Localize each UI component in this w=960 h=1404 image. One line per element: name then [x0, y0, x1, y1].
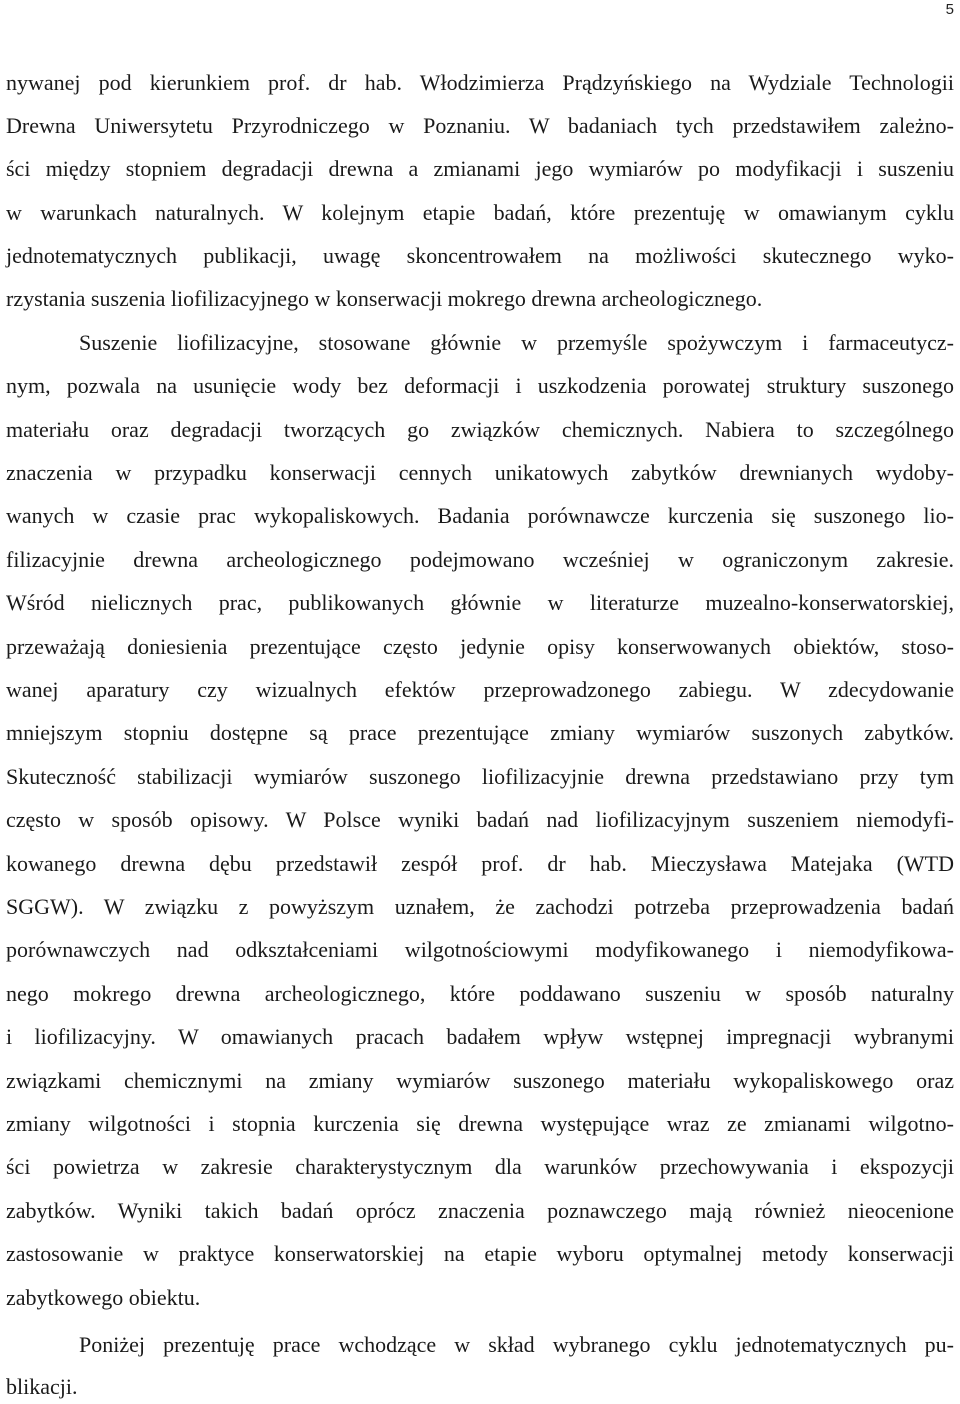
paragraph-2-line-2: nym, pozwala na usunięcie wody bez deformacji i uszkodzenia porowatej struktury suszonego [6, 373, 954, 398]
paragraph-2-line-16: nego mokrego drewna archeologicznego, które poddawano suszeniu w sposób naturalny [6, 981, 954, 1006]
paragraph-2-line-23: zabytkowego obiektu. [6, 1285, 201, 1310]
paragraph-3-line-2: blikacji. [6, 1374, 78, 1399]
paragraph-2-line-3: materiału oraz degradacji tworzących go związków chemicznych. Nabiera to szczególnego [6, 417, 954, 442]
paragraph-2-line-13: kowanego drewna dębu przedstawił zespół prof. dr hab. Mieczysława Matejaka (WTD [6, 851, 954, 876]
paragraph-2-line-15: porównawczych nad odkształceniami wilgotnościowymi modyfikowanego i niemodyfikowa- [6, 937, 954, 962]
paragraph-2-line-17: i liofilizacyjny. W omawianych pracach badałem wpływ wstępnej impregnacji wybranymi [6, 1024, 954, 1049]
paragraph-2-line-8: przeważają doniesienia prezentujące często jedynie opisy konserwowanych obiektów, stoso- [6, 634, 954, 659]
paragraph-1-line-2: Drewna Uniwersytetu Przyrodniczego w Poznaniu. W badaniach tych przedstawiłem zależno- [6, 113, 954, 138]
paragraph-2-line-21: zabytków. Wyniki takich badań oprócz znaczenia poznawczego mają również nieocenione [6, 1198, 954, 1223]
paragraph-1-line-6: rzystania suszenia liofilizacyjnego w konserwacji mokrego drewna archeologicznego. [6, 286, 763, 311]
paragraph-2-line-1: Suszenie liofilizacyjne, stosowane głównie w przemyśle spożywczym i farmaceutycz- [79, 330, 954, 355]
paragraph-1-line-3: ści między stopniem degradacji drewna a zmianami jego wymiarów po modyfikacji i suszeniu [6, 156, 954, 181]
paragraph-2-line-14: SGGW). W związku z powyższym uznałem, że zachodzi potrzeba przeprowadzenia badań [6, 894, 954, 919]
paragraph-2-line-6: filizacyjnie drewna archeologicznego podejmowano wcześniej w ograniczonym zakresie. [6, 547, 954, 572]
paragraph-2-line-12: często w sposób opisowy. W Polsce wyniki badań nad liofilizacyjnym suszeniem niemodyfi- [6, 807, 954, 832]
paragraph-2-line-4: znaczenia w przypadku konserwacji cennych unikatowych zabytków drewnianych wydoby- [6, 460, 954, 485]
paragraph-2-line-9: wanej aparatury czy wizualnych efektów przeprowadzonego zabiegu. W zdecydowanie [6, 677, 954, 702]
paragraph-3-line-1: Poniżej prezentuję prace wchodzące w skład wybranego cyklu jednotematycznych pu- [79, 1332, 954, 1357]
paragraph-2-line-22: zastosowanie w praktyce konserwatorskiej na etapie wyboru optymalnej metody konserwacji [6, 1241, 954, 1266]
paragraph-2-line-5: wanych w czasie prac wykopaliskowych. Badania porównawcze kurczenia się suszonego lio- [6, 503, 954, 528]
paragraph-1-line-5: jednotematycznych publikacji, uwagę skoncentrowałem na możliwości skutecznego wyko- [6, 243, 954, 268]
paragraph-1-line-1: nywanej pod kierunkiem prof. dr hab. Włodzimierza Prądzyńskiego na Wydziale Technologii [6, 70, 954, 95]
paragraph-2-line-10: mniejszym stopniu dostępne są prace prezentujące zmiany wymiarów suszonych zabytków. [6, 720, 954, 745]
paragraph-2-line-7: Wśród nielicznych prac, publikowanych głównie w literaturze muzealno-konserwatorskiej, [6, 590, 954, 615]
paragraph-1-line-4: w warunkach naturalnych. W kolejnym etapie badań, które prezentuję w omawianym cyklu [6, 200, 954, 225]
paragraph-2-line-18: związkami chemicznymi na zmiany wymiarów suszonego materiału wykopaliskowego oraz [6, 1068, 954, 1093]
page-number: 5 [945, 1, 954, 18]
paragraph-2-line-20: ści powietrza w zakresie charakterystycznym dla warunków przechowywania i ekspozycji [6, 1154, 954, 1179]
paragraph-2-line-19: zmiany wilgotności i stopnia kurczenia się drewna występujące wraz ze zmianami wilgotno- [6, 1111, 954, 1136]
paragraph-2-line-11: Skuteczność stabilizacji wymiarów suszonego liofilizacyjnie drewna przedstawiano przy tym [6, 764, 954, 789]
